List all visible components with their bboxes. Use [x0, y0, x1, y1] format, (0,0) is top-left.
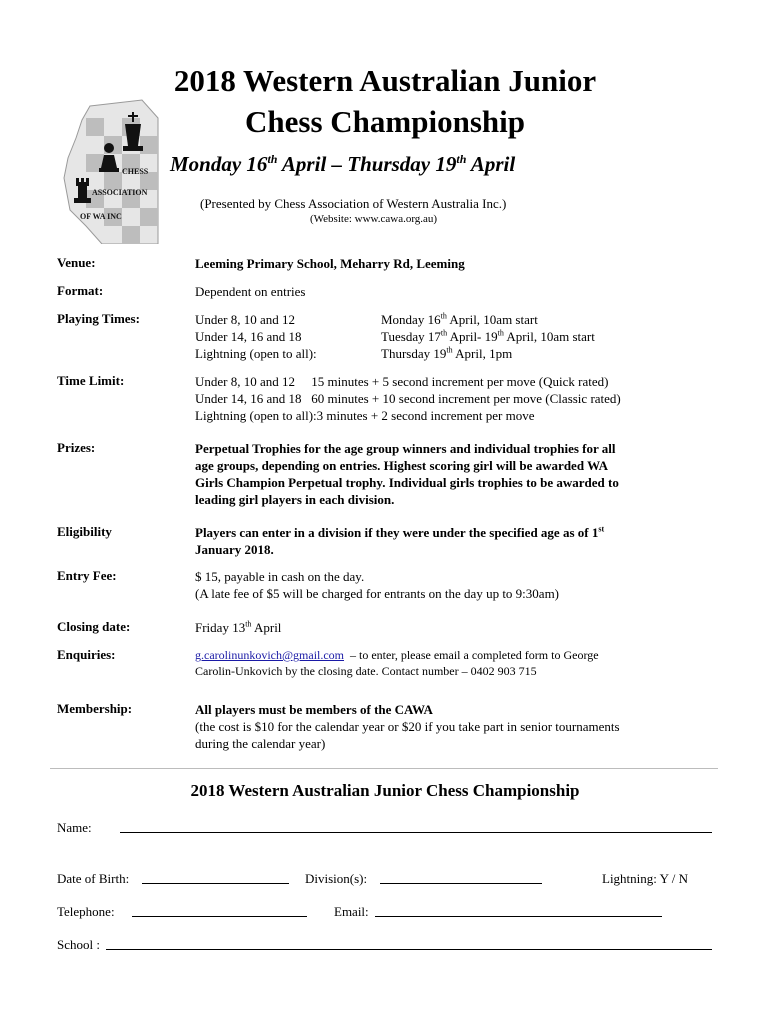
eligibility-label: Eligibility — [57, 524, 112, 539]
time-limit-line-2: Under 14, 16 and 18 60 minutes + 10 second increment per move (Classic rated) — [195, 391, 621, 406]
enquiries-line-1: g.carolinunkovich@gmail.com – to enter, please email a completed form to George — [195, 648, 599, 662]
eligibility-line-2: January 2018. — [195, 542, 274, 557]
logo-text-association: ASSOCIATION — [92, 188, 148, 197]
playing-times-group-2: Under 14, 16 and 18 — [195, 329, 302, 344]
school-field[interactable] — [106, 937, 712, 950]
dob-field[interactable] — [142, 871, 289, 884]
dob-label: Date of Birth: — [57, 871, 130, 886]
membership-line-2: (the cost is $10 for the calendar year or $20 if you take part in senior tournaments — [195, 719, 620, 734]
division-field[interactable] — [380, 871, 542, 884]
email-label: Email: — [334, 904, 369, 919]
division-label: Division(s): — [305, 871, 368, 886]
prizes-line-1: Perpetual Trophies for the age group winners and individual trophies for all — [195, 441, 616, 456]
enquiries-line-2: Carolin-Unkovich by the closing date. Contact number – 0402 903 715 — [195, 664, 537, 678]
telephone-label: Telephone: — [57, 904, 115, 919]
prizes-line-2: age groups, depending on entries. Highest scoring girl will be awarded WA — [195, 458, 609, 473]
entry-form-title: 2018 Western Australian Junior Chess Championship — [190, 781, 580, 800]
venue-label: Venue: — [57, 255, 96, 270]
membership-line-1: All players must be members of the CAWA — [195, 702, 433, 717]
prizes-line-3: Girls Champion Perpetual trophy. Individual girls trophies to be awarded to — [195, 475, 619, 490]
closing-date-label: Closing date: — [57, 619, 131, 634]
time-limit-line-1: Under 8, 10 and 12 15 minutes + 5 second increment per move (Quick rated) — [195, 374, 609, 389]
lightning-yn[interactable]: Lightning: Y / N — [602, 871, 689, 886]
prizes-line-4: leading girl players in each division. — [195, 492, 395, 507]
logo-text-wa-inc: OF WA INC — [80, 212, 122, 221]
entry-fee-line-1: $ 15, payable in cash on the day. — [195, 569, 365, 584]
membership-label: Membership: — [57, 701, 133, 716]
time-limit-label: Time Limit: — [57, 373, 125, 388]
membership-line-3: during the calendar year) — [195, 736, 326, 751]
playing-times-time-1: Monday 16th April, 10am start — [381, 311, 538, 327]
school-label: School : — [57, 937, 100, 952]
playing-times-group-1: Under 8, 10 and 12 — [195, 312, 296, 327]
title-line-1: 2018 Western Australian Junior — [173, 63, 597, 98]
playing-times-time-2: Tuesday 17th April- 19th April, 10am start — [381, 328, 595, 344]
title-line-2: Chess Championship — [245, 104, 525, 139]
playing-times-label: Playing Times: — [57, 311, 140, 326]
name-field[interactable] — [120, 820, 712, 833]
website-note: (Website: www.cawa.org.au) — [310, 213, 438, 225]
entry-fee-line-2: (A late fee of $5 will be charged for entrants on the day up to 9:30am) — [195, 586, 560, 601]
time-limit-line-3: Lightning (open to all):3 minutes + 2 second increment per move — [195, 408, 535, 423]
format-label: Format: — [57, 283, 104, 298]
playing-times-group-3: Lightning (open to all): — [195, 346, 317, 361]
playing-times-time-3: Thursday 19th April, 1pm — [381, 345, 513, 361]
entry-fee-label: Entry Fee: — [57, 568, 117, 583]
name-row — [57, 820, 92, 836]
section-divider — [50, 768, 718, 769]
enquiries-label: Enquiries: — [57, 647, 116, 662]
enquiries-email-link[interactable]: g.carolinunkovich@gmail.com — [195, 648, 345, 662]
cawa-logo — [62, 98, 160, 244]
logo-text-chess: CHESS — [122, 167, 149, 176]
email-field[interactable] — [375, 904, 662, 917]
eligibility-line-1: Players can enter in a division if they were under the specified age as of 1st — [195, 524, 605, 540]
name-label: Name: — [57, 820, 92, 835]
closing-date-value: Friday 13th April — [195, 619, 282, 635]
telephone-field[interactable] — [132, 904, 307, 917]
event-dates: Monday 16th April – Thursday 19th April — [170, 152, 516, 176]
venue-value: Leeming Primary School, Meharry Rd, Leeming — [195, 256, 465, 271]
presented-by: (Presented by Chess Association of Western Australia Inc.) — [200, 196, 507, 211]
format-value: Dependent on entries — [195, 284, 306, 299]
prizes-label: Prizes: — [57, 440, 96, 455]
